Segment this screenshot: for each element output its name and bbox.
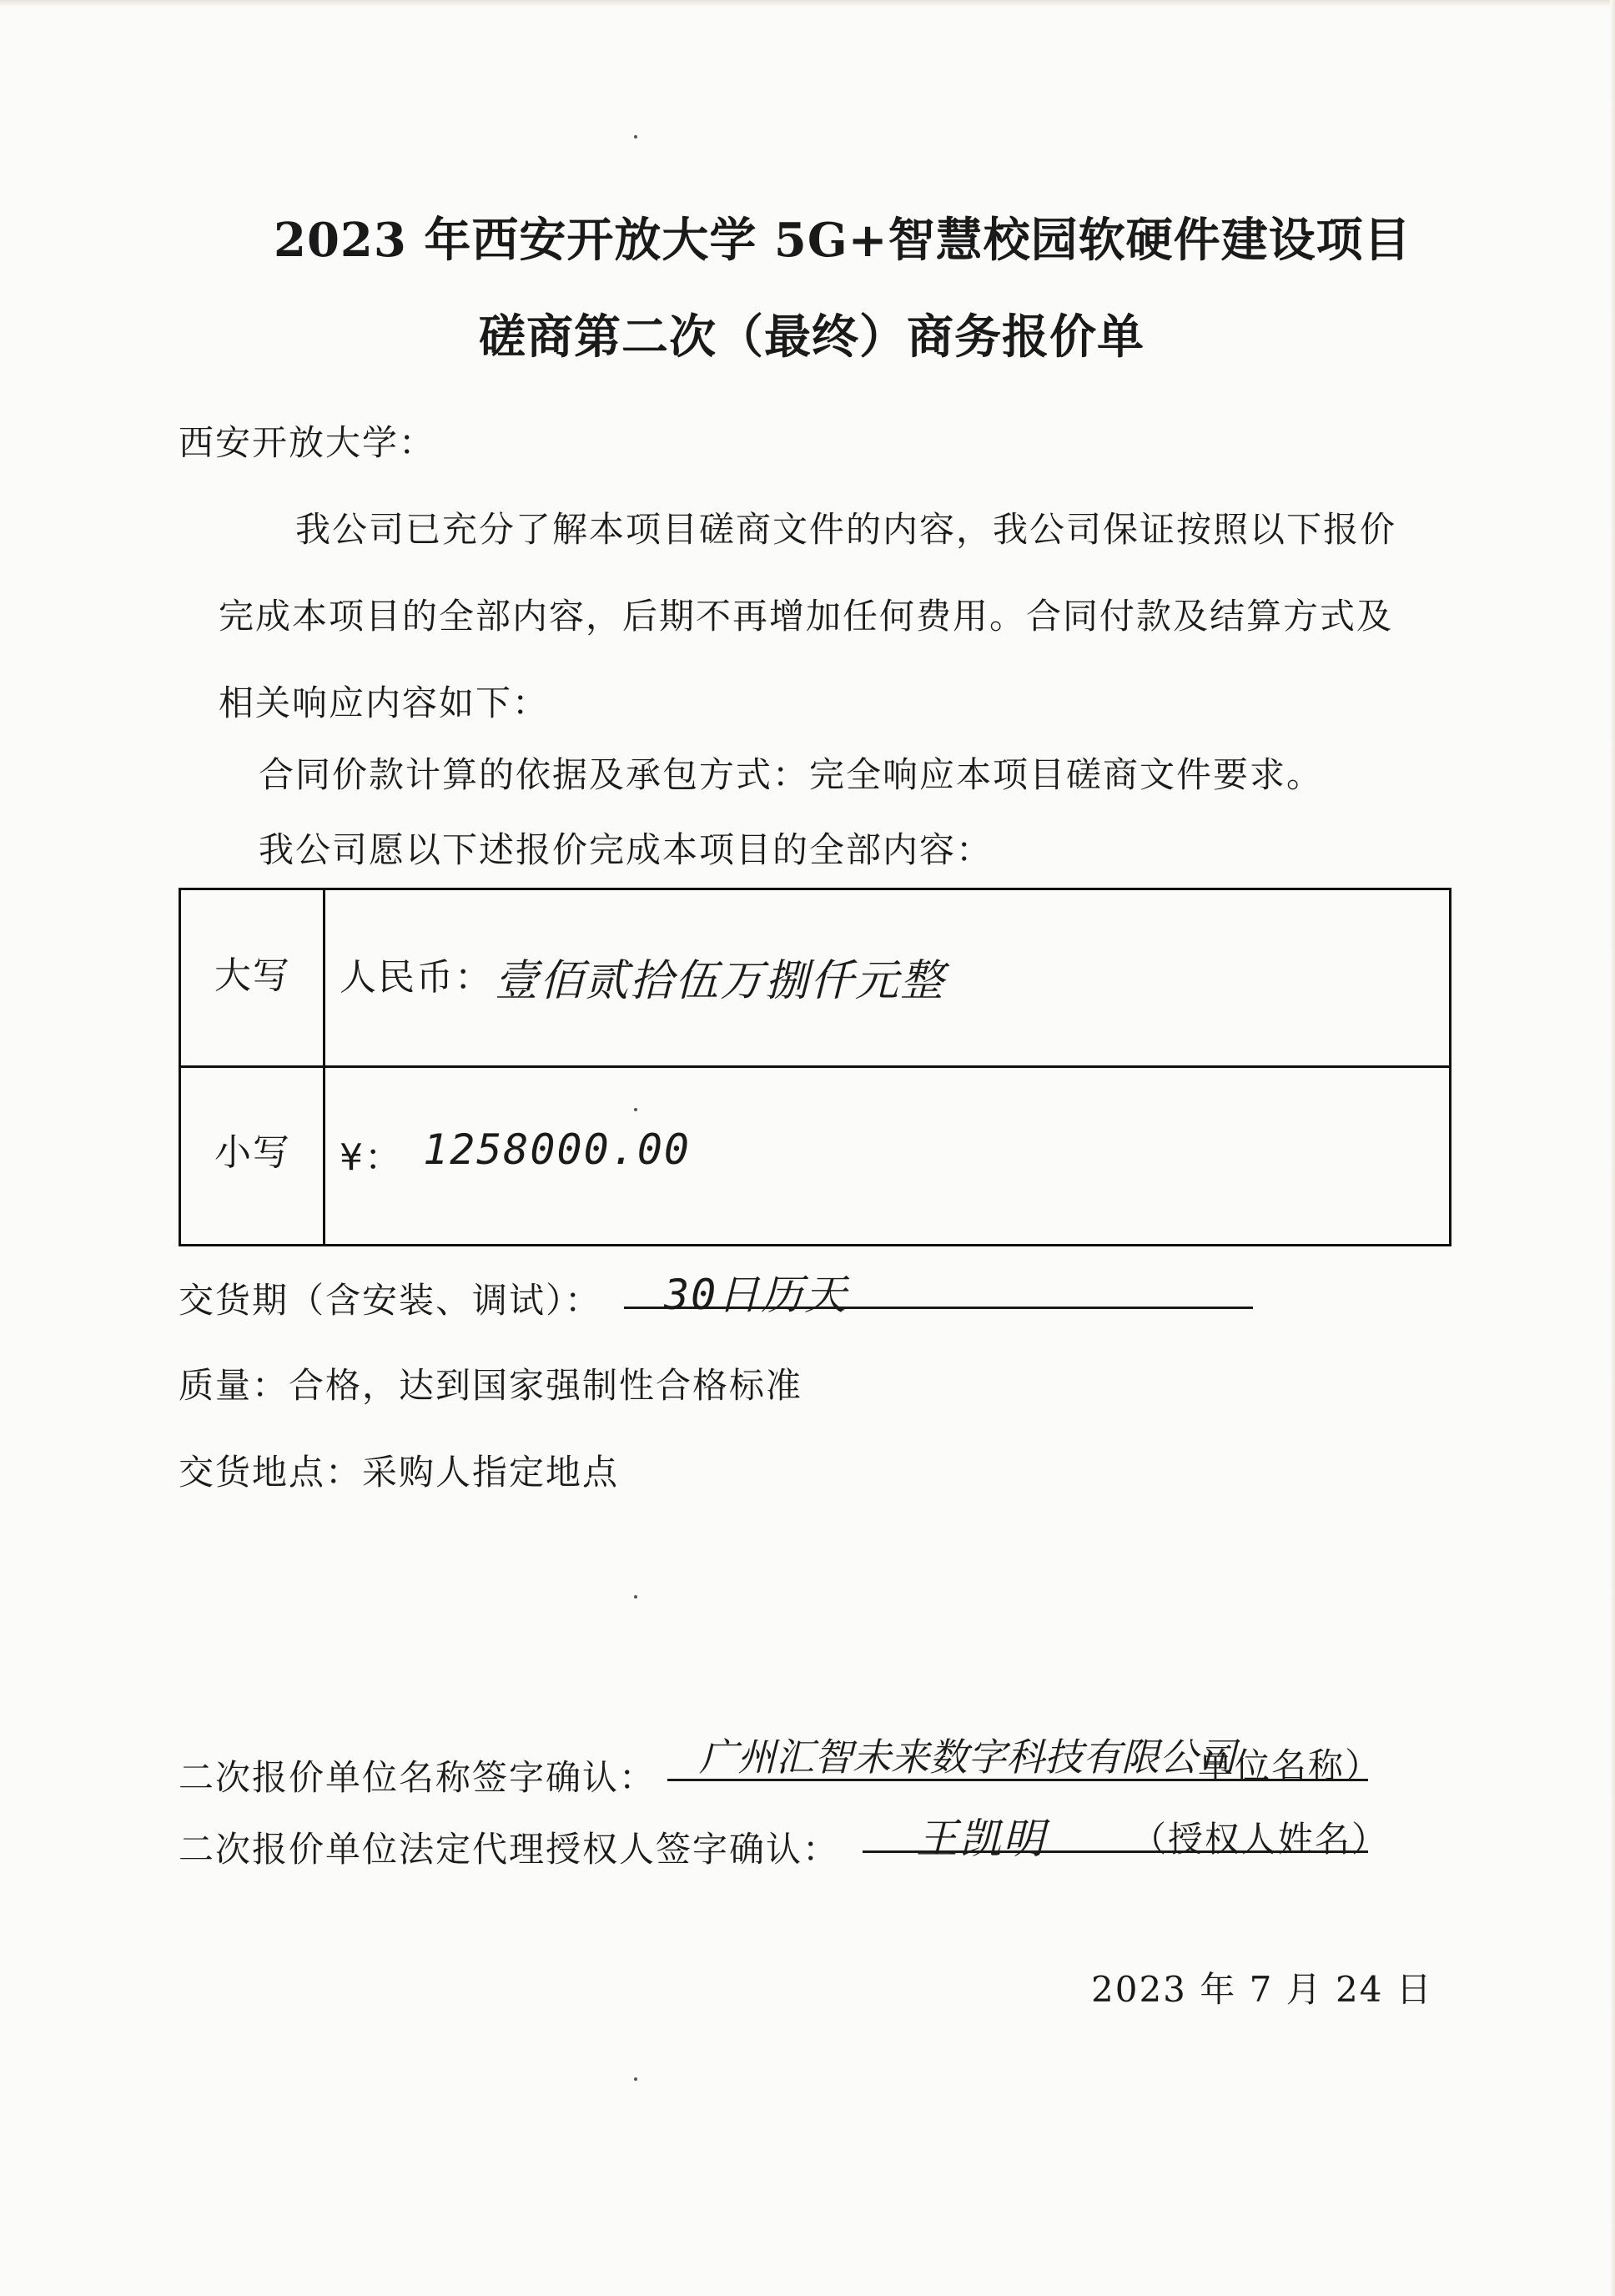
company-sign-underline: [667, 1779, 1368, 1781]
title-line-1: 2023 年西安开放大学 5G+智慧校园软硬件建设项目: [274, 213, 1411, 268]
title-line-2: 磋商第二次（最终）商务报价单: [479, 310, 1145, 365]
paragraph-3: 我公司愿以下述报价完成本项目的全部内容：: [259, 829, 994, 870]
amount-words-prefix: 人民币：: [340, 956, 493, 999]
amount-words-handwritten: 壹佰贰拾伍万捌仟元整: [495, 956, 946, 1006]
paper-top-edge: [0, 0, 1615, 7]
amount-words-label: 大写: [214, 954, 291, 997]
agent-name-suffix: （授权人姓名）: [1131, 1819, 1389, 1860]
document-date: 2023 年 7 月 24 日: [1091, 1969, 1433, 2010]
scan-speck: [634, 2077, 637, 2081]
scan-speck: [634, 135, 637, 138]
addressee: 西安开放大学：: [179, 422, 436, 463]
table-divider-horizontal: [181, 1065, 1449, 1068]
amount-figures-label: 小写: [214, 1131, 291, 1174]
delivery-period-handwritten: 30日历天: [664, 1271, 848, 1319]
agent-signature: 王凯明: [916, 1815, 1046, 1863]
delivery-place: 交货地点：采购人指定地点: [179, 1452, 620, 1493]
amount-figures-prefix: ¥：: [340, 1136, 403, 1179]
paragraph-2: 合同价款计算的依据及承包方式：完全响应本项目磋商文件要求。: [259, 754, 1324, 795]
company-name-handwritten: 广州汇智未来数字科技有限公司: [699, 1735, 1236, 1780]
paper-right-edge: [1610, 0, 1615, 2296]
amount-figures-handwritten: 1258000.00: [423, 1125, 692, 1174]
company-name-suffix: 单位名称）: [1198, 1745, 1382, 1786]
company-sign-label: 二次报价单位名称签字确认：: [179, 1757, 657, 1798]
scan-speck: [634, 1595, 637, 1599]
quote-table: [179, 888, 1451, 1246]
paragraph-1-line-2: 完成本项目的全部内容，后期不再增加任何费用。合同付款及结算方式及: [219, 596, 1394, 637]
agent-sign-label: 二次报价单位法定代理授权人签字确认：: [179, 1829, 840, 1870]
agent-sign-underline: [863, 1850, 1368, 1853]
delivery-period-underline: [624, 1307, 1253, 1309]
paragraph-1-line-1: 我公司已充分了解本项目磋商文件的内容，我公司保证按照以下报价: [295, 509, 1397, 550]
quality-statement: 质量：合格，达到国家强制性合格标准: [179, 1365, 803, 1406]
delivery-period-label: 交货期（含安装、调试）：: [179, 1280, 602, 1321]
paragraph-1-line-3: 相关响应内容如下：: [219, 682, 550, 723]
